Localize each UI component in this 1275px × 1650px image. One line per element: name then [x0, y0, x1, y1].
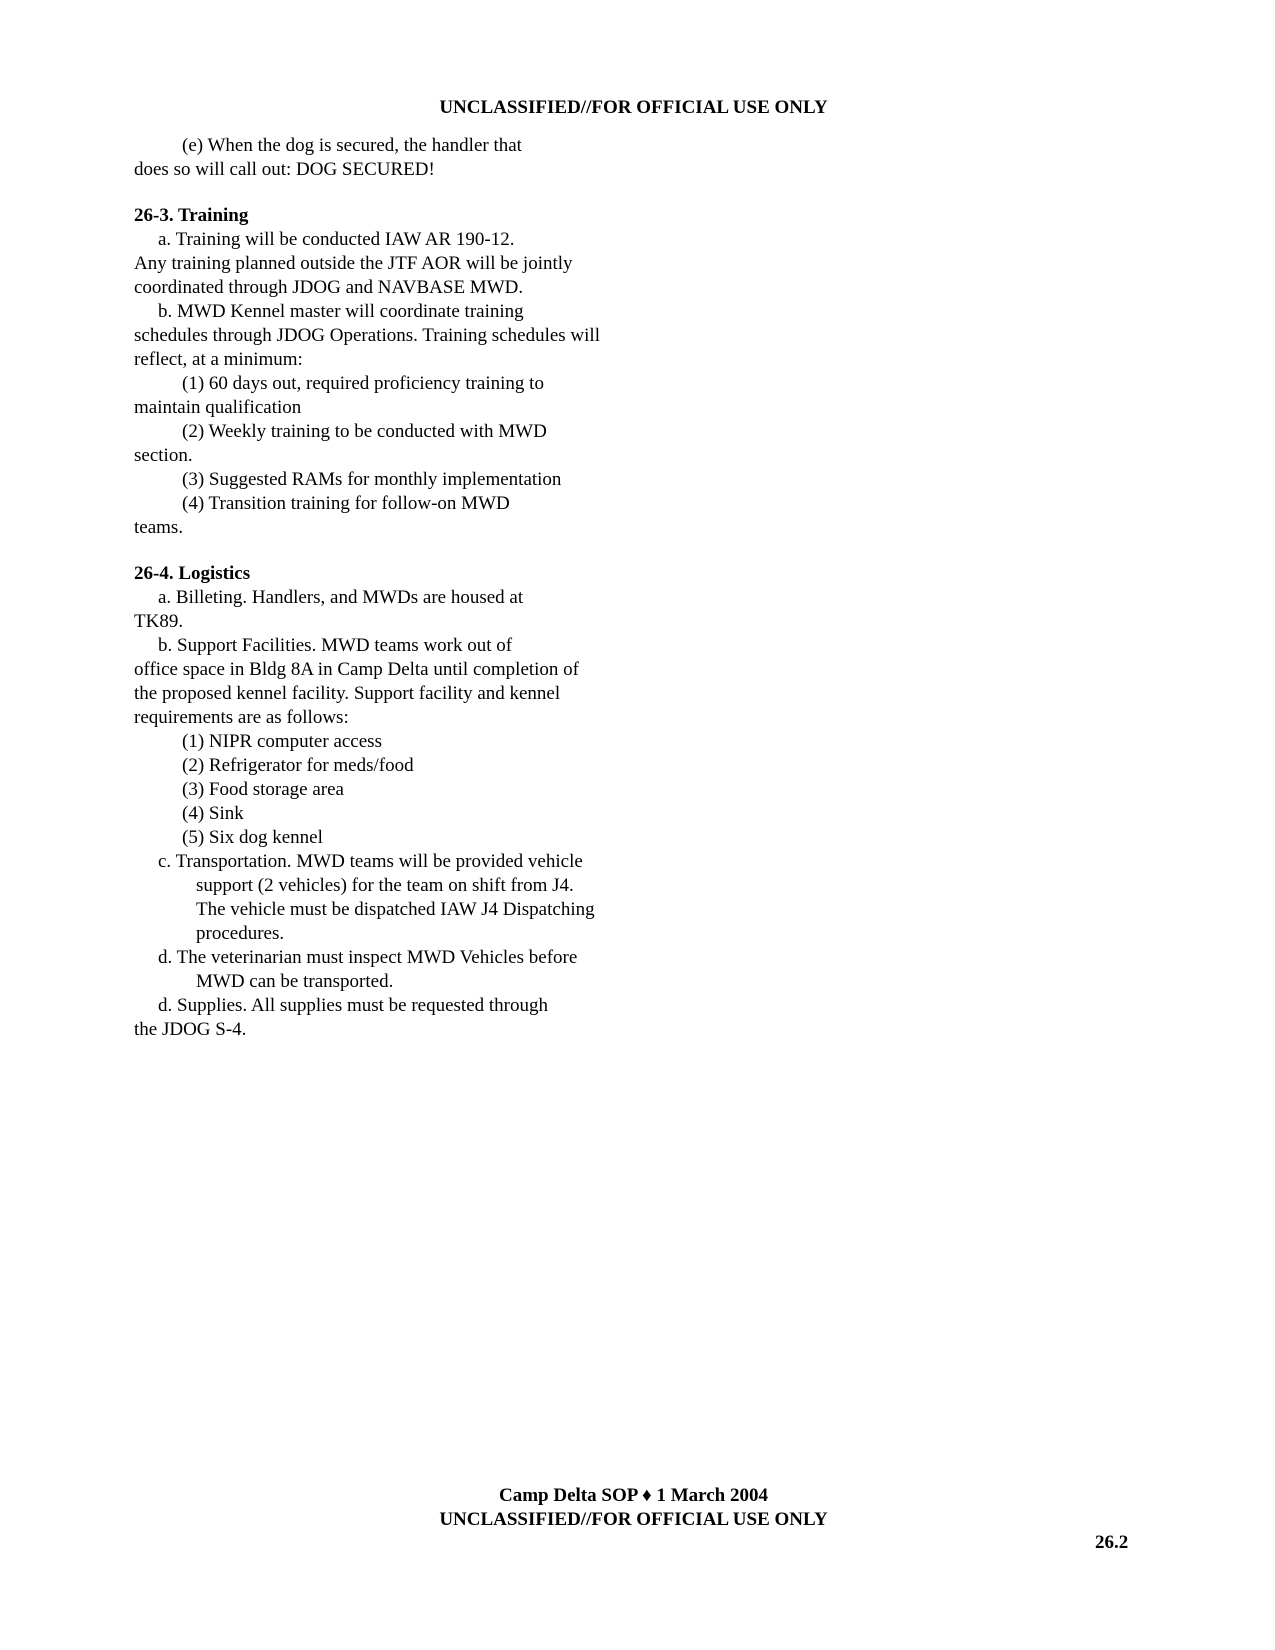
logistics-b-rest: office space in Bldg 8A in Camp Delta until completion of the proposed kennel facility. Support facility and kennel requirements are as follows:: [134, 659, 580, 728]
para-e-line1: (e) When the dog is secured, the handler that: [182, 135, 522, 156]
training-item-3: (3) Suggested RAMs for monthly implementation: [182, 469, 562, 490]
logistics-d-veterinarian: d. The veterinarian must inspect MWD Vehicles before MWD can be transported.: [158, 947, 578, 992]
logistics-a-line2: TK89.: [134, 611, 184, 632]
training-b-line1: b. MWD Kennel master will coordinate training: [158, 301, 524, 322]
para-e-line2: does so will call out: DOG SECURED!: [134, 159, 435, 180]
logistics-a-line1: a. Billeting. Handlers, and MWDs are housed at: [158, 587, 524, 608]
logistics-item-1: (1) NIPR computer access: [182, 731, 382, 752]
training-b-rest: schedules through JDOG Operations. Training schedules will reflect, at a minimum:: [134, 325, 600, 370]
training-item-4-line1: (4) Transition training for follow-on MWD: [182, 493, 510, 514]
training-item-1-line2: maintain qualification: [134, 397, 302, 418]
logistics-item-5: (5) Six dog kennel: [182, 827, 323, 848]
section-heading-logistics: 26-4. Logistics: [134, 563, 251, 584]
training-a-rest: Any training planned outside the JTF AOR will be jointly coordinated through JDOG and NAVBASE MWD.: [134, 253, 573, 298]
logistics-b-line1: b. Support Facilities. MWD teams work out of: [158, 635, 513, 656]
logistics-supplies-line2: the JDOG S-4.: [134, 1019, 247, 1040]
logistics-supplies-line1: d. Supplies. All supplies must be requested through: [158, 995, 549, 1016]
logistics-c-transportation: c. Transportation. MWD teams will be provided vehicle support (2 vehicles) for the team on shift from J4. The vehicle must be dispatched IAW J4 Dispatching procedures.: [158, 851, 595, 944]
section-heading-training: 26-3. Training: [134, 205, 249, 226]
training-item-2-line1: (2) Weekly training to be conducted with MWD: [182, 421, 547, 442]
header-classification: UNCLASSIFIED//FOR OFFICIAL USE ONLY: [439, 97, 828, 118]
training-a-line1: a. Training will be conducted IAW AR 190-12.: [158, 229, 515, 250]
training-item-2-line2: section.: [134, 445, 193, 466]
page-number: 26.2: [1095, 1532, 1129, 1553]
footer-doc-title: Camp Delta SOP ♦ 1 March 2004: [499, 1485, 768, 1506]
training-item-1-line1: (1) 60 days out, required proficiency training to: [182, 373, 544, 394]
logistics-item-4: (4) Sink: [182, 803, 244, 824]
body-column: [134, 134, 604, 1042]
footer-classification: UNCLASSIFIED//FOR OFFICIAL USE ONLY: [439, 1509, 828, 1530]
footer: [0, 1484, 1271, 1532]
logistics-item-3: (3) Food storage area: [182, 779, 344, 800]
training-item-4-line2: teams.: [134, 517, 184, 538]
logistics-item-2: (2) Refrigerator for meds/food: [182, 755, 414, 776]
